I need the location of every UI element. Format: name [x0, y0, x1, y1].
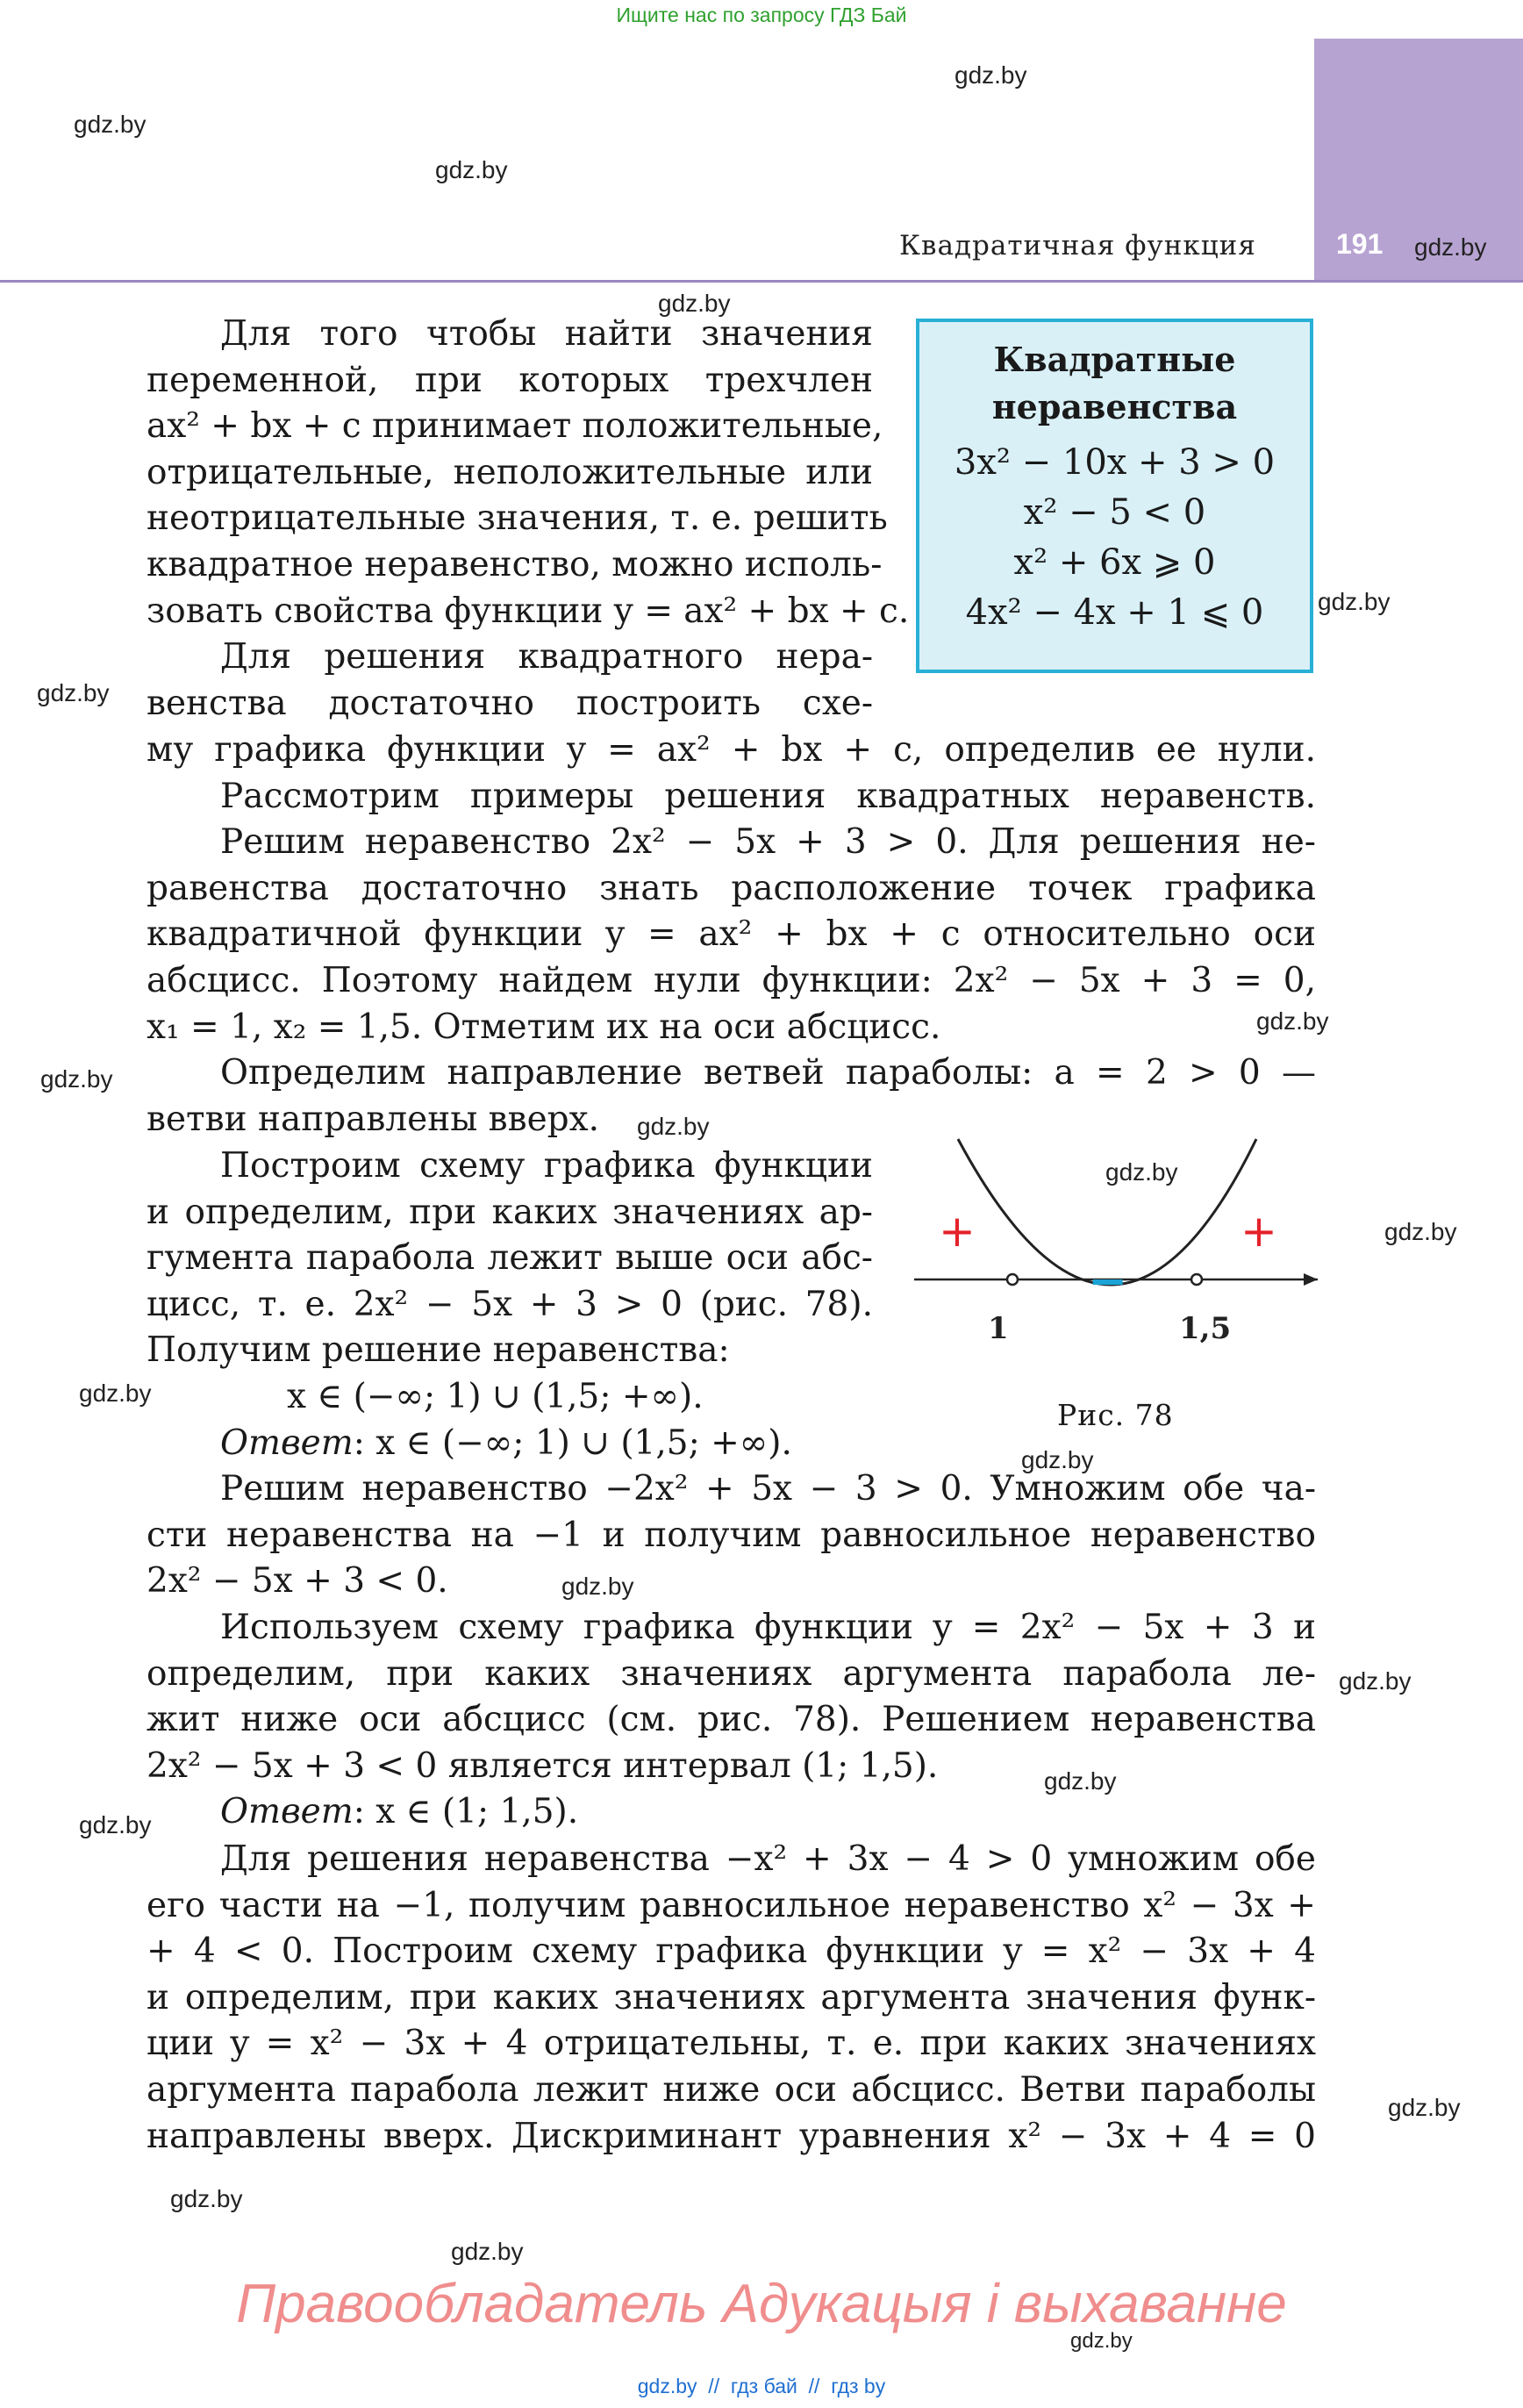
watermark: gdz.by	[1384, 1218, 1457, 1245]
watermark: gdz.by	[955, 61, 1027, 89]
watermark: gdz.by	[37, 679, 110, 706]
running-header-title: Квадратичная функция	[899, 230, 1256, 262]
text-line: аргумента парабола лежит ниже оси абсцисс. Ветви параболы	[147, 2069, 1316, 2110]
paragraph-third-example	[147, 1837, 1316, 2160]
watermark: gdz.by	[1414, 233, 1487, 261]
axis-arrow	[1304, 1273, 1318, 1286]
text-line: 2x² − 5x + 3 < 0.	[147, 1561, 448, 1602]
watermark: gdz.by	[658, 290, 731, 317]
text-line: ax² + bx + c принимает положительные,	[147, 406, 883, 447]
text-line: Используем схему графика функции y = 2x² − 5x + 3 и	[220, 1608, 1316, 1647]
text-line: неотрицательные значения, т. е. решить	[147, 498, 888, 539]
text-line: Для решения квадратного нера-	[220, 637, 873, 677]
text-line: его части на −1, получим равносильное неравенство x² − 3x +	[147, 1885, 1316, 1925]
text-line: Получим решение неравенства:	[147, 1330, 730, 1371]
plus-sign: +	[1241, 1206, 1277, 1257]
text-line: Решим неравенство −2x² + 5x − 3 > 0. Умножим обе ча-	[220, 1469, 1316, 1509]
watermark: gdz.by	[435, 156, 508, 183]
box-title-line1: Квадратные	[993, 340, 1236, 379]
watermark: gdz.by	[1318, 588, 1391, 615]
text-line: венства достаточно построить схе-	[147, 683, 873, 723]
answer-text: : x ∈ (−∞; 1) ∪ (1,5; +∞).	[353, 1423, 792, 1463]
text-line: 2x² − 5x + 3 < 0 является интервал (1; 1,5).	[147, 1745, 939, 1786]
paragraph-intro	[147, 312, 910, 727]
text-line: и определим, при каких значениях аргумента значения функ-	[147, 1977, 1316, 2017]
answer-label: Ответ	[220, 1423, 354, 1463]
watermark: gdz.by	[79, 1811, 152, 1838]
top-banner[interactable]: Ищите нас по запросу ГДЗ Бай	[616, 4, 907, 26]
box-title-line2: неравенства	[991, 387, 1238, 426]
text-line: му графика функции y = ax² + bx + c, определив ее нули.	[147, 730, 1316, 770]
text-line: абсцисс. Поэтому найдем нули функции: 2x² − 5x + 3 = 0,	[147, 960, 1316, 1000]
watermark: gdz.by	[1021, 1446, 1094, 1473]
root-point	[1191, 1274, 1202, 1285]
text-line: цисс, т. е. 2x² − 5x + 3 > 0 (рис. 78).	[147, 1284, 873, 1324]
watermark: gdz.by	[451, 2238, 524, 2265]
text-line: жит ниже оси абсцисс (см. рис. 78). Решением неравенства	[147, 1700, 1316, 1740]
text-line: Решим неравенство 2x² − 5x + 3 > 0. Для решения не-	[220, 822, 1316, 863]
watermark: gdz.by	[1339, 1667, 1412, 1695]
root-point	[1007, 1274, 1018, 1285]
text-line: зовать свойства функции y = ax² + bx + c.	[147, 591, 910, 631]
figure-parabola	[912, 1132, 1325, 1395]
text-line: x₁ = 1, x₂ = 1,5. Отметим их на оси абсцисс.	[147, 1007, 941, 1047]
text-line: направлены вверх. Дискриминант уравнения x² − 3x + 4 = 0	[147, 2116, 1316, 2156]
inequality-example: x² + 6x ⩾ 0	[1013, 542, 1216, 583]
answer-line	[147, 1789, 1316, 1836]
text-line: сти неравенства на −1 и получим равносильное неравенство	[147, 1515, 1316, 1555]
header-rule	[0, 280, 1523, 283]
inequality-example: 3x² − 10x + 3 > 0	[954, 442, 1276, 483]
root-label-1: 1	[988, 1311, 1009, 1346]
text-line: определим, при каких значениях аргумента парабола ле-	[147, 1653, 1316, 1694]
text-line: ции y = x² − 3x + 4 отрицательны, т. е. при каких значениях	[147, 2024, 1316, 2064]
watermark: gdz.by	[1388, 2094, 1461, 2121]
text-line: Для решения неравенства −x² + 3x − 4 > 0 умножим обе	[220, 1839, 1316, 1879]
answer-line	[147, 1421, 873, 1467]
page-number: 191	[1336, 228, 1384, 260]
watermark: gdz.by	[561, 1573, 634, 1600]
watermark: gdz.by	[1105, 1158, 1178, 1186]
text-line: Построим схему графика функции	[220, 1146, 873, 1186]
answer-text: : x ∈ (1; 1,5).	[353, 1792, 579, 1832]
watermark: gdz.by	[79, 1380, 152, 1407]
paragraph-second-solution	[147, 1605, 1316, 1836]
watermark: gdz.by	[40, 1065, 113, 1093]
text-line: + 4 < 0. Построим схему графика функции y = x² − 3x + 4	[147, 1931, 1316, 1972]
footer-links[interactable]: gdz.by // гдз бай // гдз by	[637, 2375, 886, 2397]
inequality-example: 4x² − 4x + 1 ⩽ 0	[965, 592, 1264, 633]
solution-line: x ∈ (−∞; 1) ∪ (1,5; +∞).	[287, 1376, 704, 1416]
text-line: Для того чтобы найти значения	[220, 314, 873, 354]
watermark: gdz.by	[1044, 1767, 1117, 1795]
watermark: gdz.by	[1256, 1007, 1329, 1035]
text-line: переменной, при которых трехчлен	[147, 360, 873, 400]
answer-label: Ответ	[220, 1792, 354, 1832]
text-line: квадратное неравенство, можно исполь-	[147, 544, 883, 584]
plus-sign: +	[939, 1206, 976, 1257]
text-line: Рассмотрим примеры решения квадратных неравенств.	[220, 776, 1316, 816]
paragraph-graph-scheme	[147, 1143, 873, 1466]
figure-caption: Рис. 78	[1057, 1398, 1174, 1432]
watermark: gdz.by	[1070, 2329, 1133, 2353]
watermark: gdz.by	[170, 2185, 243, 2212]
text-line: Определим направление ветвей параболы: a = 2 > 0 —	[220, 1053, 1316, 1093]
inequality-example: x² − 5 < 0	[1023, 492, 1206, 533]
paragraph-second-example	[147, 1466, 1316, 1605]
text-line: отрицательные, неположительные или	[147, 452, 873, 492]
paragraph-method	[147, 727, 1316, 1143]
text-line: ветви направлены вверх.	[147, 1099, 600, 1139]
watermark: gdz.by	[637, 1113, 710, 1140]
watermark: gdz.by	[74, 111, 147, 138]
text-line: квадратичной функции y = ax² + bx + c относительно оси	[147, 914, 1316, 955]
copyright-notice: Правообладатель Адукацыя і выхаванне	[236, 2274, 1287, 2334]
text-line: и определим, при каких значениях ар-	[147, 1192, 873, 1232]
quadratic-inequalities-box	[916, 319, 1313, 673]
text-line: гумента парабола лежит выше оси абс-	[147, 1238, 873, 1279]
root-label-2: 1,5	[1179, 1311, 1232, 1346]
text-line: равенства достаточно знать расположение точек графика	[147, 868, 1316, 908]
minus-sign: −	[1088, 1253, 1128, 1308]
